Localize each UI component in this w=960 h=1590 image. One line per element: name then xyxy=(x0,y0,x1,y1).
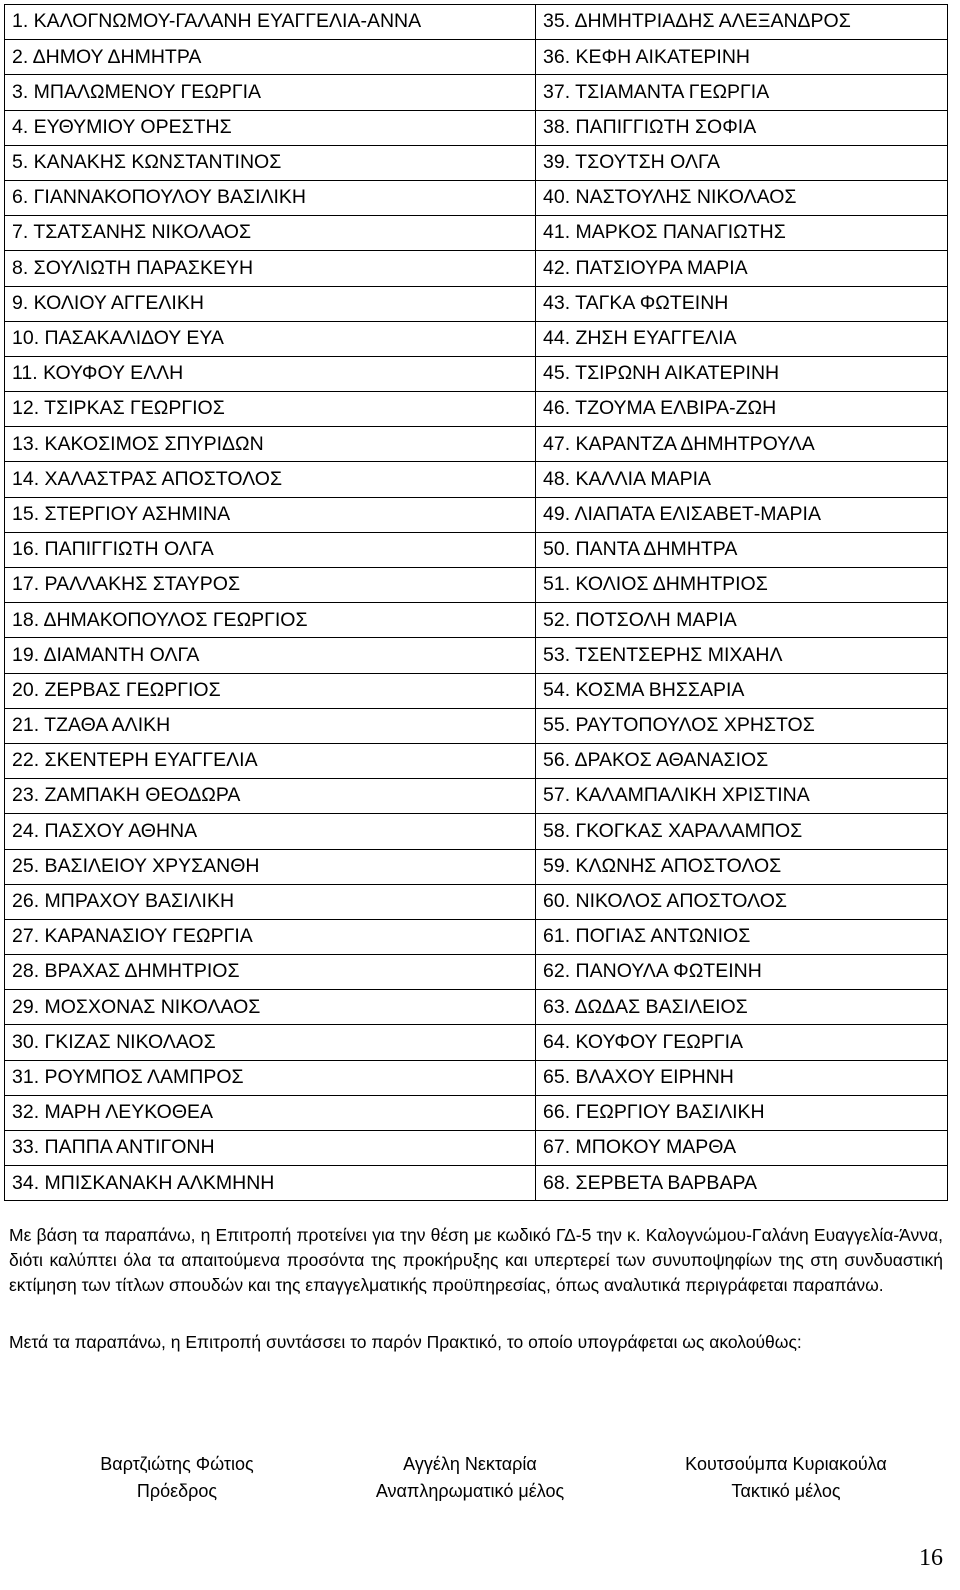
candidate-cell-left: 17. ΡΑΛΛΑΚΗΣ ΣΤΑΥΡΟΣ xyxy=(5,568,536,603)
table-row xyxy=(5,110,948,145)
candidate-cell-right: 65. ΒΛΑΧΟΥ ΕΙΡΗΝΗ xyxy=(536,1060,948,1095)
candidate-cell-left: 34. ΜΠΙΣΚΑΝΑΚΗ ΑΛΚΜΗΝΗ xyxy=(5,1166,536,1201)
table-row xyxy=(5,1025,948,1060)
candidate-cell-right: 56. ΔΡΑΚΟΣ ΑΘΑΝΑΣΙΟΣ xyxy=(536,743,948,778)
table-row xyxy=(5,919,948,954)
candidate-cell-right: 46. ΤΖΟΥΜΑ ΕΛΒΙΡΑ-ΖΩΗ xyxy=(536,392,948,427)
table-row xyxy=(5,708,948,743)
candidate-cell-right: 37. ΤΣΙΑΜΑΝΤΑ ΓΕΩΡΓΙΑ xyxy=(536,75,948,110)
candidate-cell-right: 52. ΠΟΤΣΟΛΗ ΜΑΡΙΑ xyxy=(536,603,948,638)
table-row xyxy=(5,321,948,356)
candidate-cell-left: 2. ΔΗΜΟΥ ΔΗΜΗΤΡΑ xyxy=(5,40,536,75)
table-row xyxy=(5,779,948,814)
candidate-cell-left: 14. ΧΑΛΑΣΤΡΑΣ ΑΠΟΣΤΟΛΟΣ xyxy=(5,462,536,497)
table-row xyxy=(5,849,948,884)
table-row xyxy=(5,568,948,603)
candidate-cell-left: 20. ΖΕΡΒΑΣ ΓΕΩΡΓΙΟΣ xyxy=(5,673,536,708)
candidate-cell-left: 10. ΠΑΣΑΚΑΛΙΔΟΥ ΕΥΑ xyxy=(5,321,536,356)
candidate-cell-left: 28. ΒΡΑΧΑΣ ΔΗΜΗΤΡΙΟΣ xyxy=(5,955,536,990)
candidate-cell-left: 13. ΚΑΚΟΣΙΜΟΣ ΣΠΥΡΙΔΩΝ xyxy=(5,427,536,462)
candidate-cell-right: 68. ΣΕΡΒΕΤΑ ΒΑΡΒΑΡΑ xyxy=(536,1166,948,1201)
table-row xyxy=(5,1131,948,1166)
candidate-cell-right: 48. ΚΑΛΛΙΑ ΜΑΡΙΑ xyxy=(536,462,948,497)
table-row xyxy=(5,673,948,708)
signatory-name: Βαρτζιώτης Φώτιος xyxy=(100,1454,254,1474)
candidate-cell-right: 61. ΠΟΓΙΑΣ ΑΝΤΩΝΙΟΣ xyxy=(536,919,948,954)
signatory-role: Πρόεδρος xyxy=(136,1481,218,1501)
candidate-cell-right: 60. ΝΙΚΟΛΟΣ ΑΠΟΣΤΟΛΟΣ xyxy=(536,884,948,919)
table-row xyxy=(5,216,948,251)
table-row xyxy=(5,145,948,180)
table-row xyxy=(5,5,948,40)
page-number: 16 xyxy=(919,1545,943,1571)
candidate-cell-left: 9. ΚΟΛΙΟΥ ΑΓΓΕΛΙΚΗ xyxy=(5,286,536,321)
candidate-cell-left: 5. ΚΑΝΑΚΗΣ ΚΩΝΣΤΑΝΤΙΝΟΣ xyxy=(5,145,536,180)
candidate-cell-left: 16. ΠΑΠΙΓΓΙΩΤΗ ΟΛΓΑ xyxy=(5,532,536,567)
signatory-regular-member xyxy=(636,1451,936,1505)
table-row xyxy=(5,75,948,110)
table-row xyxy=(5,1166,948,1201)
candidate-cell-left: 11. ΚΟΥΦΟΥ ΕΛΛΗ xyxy=(5,356,536,391)
table-row xyxy=(5,1060,948,1095)
candidate-cell-right: 38. ΠΑΠΙΓΓΙΩΤΗ ΣΟΦΙΑ xyxy=(536,110,948,145)
signatory-name: Αγγέλη Νεκταρία xyxy=(403,1454,537,1474)
candidate-cell-left: 33. ΠΑΠΠΑ ΑΝΤΙΓΟΝΗ xyxy=(5,1131,536,1166)
table-row xyxy=(5,180,948,215)
closing-paragraph: Μετά τα παραπάνω, η Επιτροπή συντάσσει το παρόν Πρακτικό, το οποίο υπογράφεται ως ακολούθως: xyxy=(9,1332,802,1352)
candidate-cell-left: 4. ΕΥΘΥΜΙΟΥ ΟΡΕΣΤΗΣ xyxy=(5,110,536,145)
table-row xyxy=(5,814,948,849)
table-row xyxy=(5,427,948,462)
table-row xyxy=(5,532,948,567)
candidate-cell-left: 25. ΒΑΣΙΛΕΙΟΥ ΧΡΥΣΑΝΘΗ xyxy=(5,849,536,884)
candidate-cell-right: 45. ΤΣΙΡΩΝΗ ΑΙΚΑΤΕΡΙΝΗ xyxy=(536,356,948,391)
table-row xyxy=(5,40,948,75)
candidate-table xyxy=(4,4,948,1201)
candidate-cell-right: 57. ΚΑΛΑΜΠΑΛΙΚΗ ΧΡΙΣΤΙΝΑ xyxy=(536,779,948,814)
table-row xyxy=(5,1095,948,1130)
candidate-cell-left: 22. ΣΚΕΝΤΕΡΗ ΕΥΑΓΓΕΛΙΑ xyxy=(5,743,536,778)
candidate-cell-right: 59. ΚΛΩΝΗΣ ΑΠΟΣΤΟΛΟΣ xyxy=(536,849,948,884)
table-row xyxy=(5,251,948,286)
table-row xyxy=(5,286,948,321)
candidate-cell-left: 27. ΚΑΡΑΝΑΣΙΟΥ ΓΕΩΡΓΙΑ xyxy=(5,919,536,954)
candidate-cell-left: 21. ΤΖΑΘΑ ΑΛΙΚΗ xyxy=(5,708,536,743)
candidate-cell-right: 51. ΚΟΛΙΟΣ ΔΗΜΗΤΡΙΟΣ xyxy=(536,568,948,603)
table-row xyxy=(5,603,948,638)
candidate-cell-left: 30. ΓΚΙΖΑΣ ΝΙΚΟΛΑΟΣ xyxy=(5,1025,536,1060)
table-row xyxy=(5,743,948,778)
signatory-name: Κουτσούμπα Κυριακούλα xyxy=(685,1454,887,1474)
candidate-cell-left: 1. ΚΑΛΟΓΝΩΜΟΥ-ΓΑΛΑΝΗ ΕΥΑΓΓΕΛΙΑ-ΑΝΝΑ xyxy=(5,5,536,40)
candidate-cell-right: 55. ΡΑΥΤΟΠΟΥΛΟΣ ΧΡΗΣΤΟΣ xyxy=(536,708,948,743)
candidate-cell-left: 26. ΜΠΡΑΧΟΥ ΒΑΣΙΛΙΚΗ xyxy=(5,884,536,919)
candidate-cell-right: 54. ΚΟΣΜΑ ΒΗΣΣΑΡΙΑ xyxy=(536,673,948,708)
signatory-role: Αναπληρωματικό μέλος xyxy=(375,1481,565,1501)
candidate-cell-right: 64. ΚΟΥΦΟΥ ΓΕΩΡΓΙΑ xyxy=(536,1025,948,1060)
table-row xyxy=(5,990,948,1025)
candidate-cell-left: 24. ΠΑΣΧΟΥ ΑΘΗΝΑ xyxy=(5,814,536,849)
signatory-president xyxy=(27,1451,327,1505)
candidate-cell-right: 42. ΠΑΤΣΙΟΥΡΑ ΜΑΡΙΑ xyxy=(536,251,948,286)
candidate-cell-right: 41. ΜΑΡΚΟΣ ΠΑΝΑΓΙΩΤΗΣ xyxy=(536,216,948,251)
candidate-cell-left: 31. ΡΟΥΜΠΟΣ ΛΑΜΠΡΟΣ xyxy=(5,1060,536,1095)
candidate-cell-left: 15. ΣΤΕΡΓΙΟΥ ΑΣΗΜΙΝΑ xyxy=(5,497,536,532)
table-row xyxy=(5,356,948,391)
candidate-cell-right: 40. ΝΑΣΤΟΥΛΗΣ ΝΙΚΟΛΑΟΣ xyxy=(536,180,948,215)
decision-paragraph: Με βάση τα παραπάνω, η Επιτροπή προτείνει για την θέση με κωδικό ΓΔ-5 την κ. Καλογνώμου-Γαλάνη Ευαγγελία-Άννα, διότι καλύπτει όλα τα απαιτούμενα προσόντα της προκήρυξης και υπερτερεί των συνυποψηφίων της στη συνδυαστική εκτίμηση των τίτλων σπουδών και της επαγγελματικής προϋπηρεσίας, όπως αναλυτικά περιγράφεται παραπάνω. xyxy=(9,1225,943,1295)
candidate-cell-right: 47. ΚΑΡΑΝΤΖΑ ΔΗΜΗΤΡΟΥΛΑ xyxy=(536,427,948,462)
candidate-cell-right: 36. ΚΕΦΗ ΑΙΚΑΤΕΡΙΝΗ xyxy=(536,40,948,75)
candidate-cell-left: 6. ΓΙΑΝΝΑΚΟΠΟΥΛΟΥ ΒΑΣΙΛΙΚΗ xyxy=(5,180,536,215)
candidate-cell-left: 12. ΤΣΙΡΚΑΣ ΓΕΩΡΓΙΟΣ xyxy=(5,392,536,427)
candidate-cell-left: 18. ΔΗΜΑΚΟΠΟΥΛΟΣ ΓΕΩΡΓΙΟΣ xyxy=(5,603,536,638)
candidate-cell-right: 39. ΤΣΟΥΤΣΗ ΟΛΓΑ xyxy=(536,145,948,180)
candidate-cell-right: 58. ΓΚΟΓΚΑΣ ΧΑΡΑΛΑΜΠΟΣ xyxy=(536,814,948,849)
candidate-cell-right: 44. ΖΗΣΗ ΕΥΑΓΓΕΛΙΑ xyxy=(536,321,948,356)
candidate-cell-right: 63. ΔΩΔΑΣ ΒΑΣΙΛΕΙΟΣ xyxy=(536,990,948,1025)
candidate-cell-left: 3. ΜΠΑΛΩΜΕΝΟΥ ΓΕΩΡΓΙΑ xyxy=(5,75,536,110)
signatory-role: Τακτικό μέλος xyxy=(731,1481,841,1501)
table-row xyxy=(5,955,948,990)
candidate-cell-left: 19. ΔΙΑΜΑΝΤΗ ΟΛΓΑ xyxy=(5,638,536,673)
table-row xyxy=(5,462,948,497)
table-row xyxy=(5,884,948,919)
table-row xyxy=(5,638,948,673)
candidate-cell-right: 53. ΤΣΕΝΤΣΕΡΗΣ ΜΙΧΑΗΛ xyxy=(536,638,948,673)
candidate-cell-left: 23. ΖΑΜΠΑΚΗ ΘΕΟΔΩΡΑ xyxy=(5,779,536,814)
candidate-cell-right: 43. ΤΑΓΚΑ ΦΩΤΕΙΝΗ xyxy=(536,286,948,321)
candidate-cell-right: 50. ΠΑΝΤΑ ΔΗΜΗΤΡΑ xyxy=(536,532,948,567)
candidate-cell-right: 62. ΠΑΝΟΥΛΑ ΦΩΤΕΙΝΗ xyxy=(536,955,948,990)
candidate-cell-left: 7. ΤΣΑΤΣΑΝΗΣ ΝΙΚΟΛΑΟΣ xyxy=(5,216,536,251)
candidate-table-body xyxy=(5,5,948,1201)
candidate-cell-right: 66. ΓΕΩΡΓΙΟΥ ΒΑΣΙΛΙΚΗ xyxy=(536,1095,948,1130)
candidate-cell-left: 32. ΜΑΡΗ ΛΕΥΚΟΘΕΑ xyxy=(5,1095,536,1130)
candidate-cell-right: 67. ΜΠΟΚΟΥ ΜΑΡΘΑ xyxy=(536,1131,948,1166)
candidate-cell-left: 8. ΣΟΥΛΙΩΤΗ ΠΑΡΑΣΚΕΥΗ xyxy=(5,251,536,286)
candidate-cell-right: 49. ΛΙΑΠΑΤΑ ΕΛΙΣΑΒΕΤ-ΜΑΡΙΑ xyxy=(536,497,948,532)
signatory-alternate-member xyxy=(320,1451,620,1505)
candidate-cell-left: 29. ΜΟΣΧΟΝΑΣ ΝΙΚΟΛΑΟΣ xyxy=(5,990,536,1025)
table-row xyxy=(5,497,948,532)
candidate-cell-right: 35. ΔΗΜΗΤΡΙΑΔΗΣ ΑΛΕΞΑΝΔΡΟΣ xyxy=(536,5,948,40)
table-row xyxy=(5,392,948,427)
